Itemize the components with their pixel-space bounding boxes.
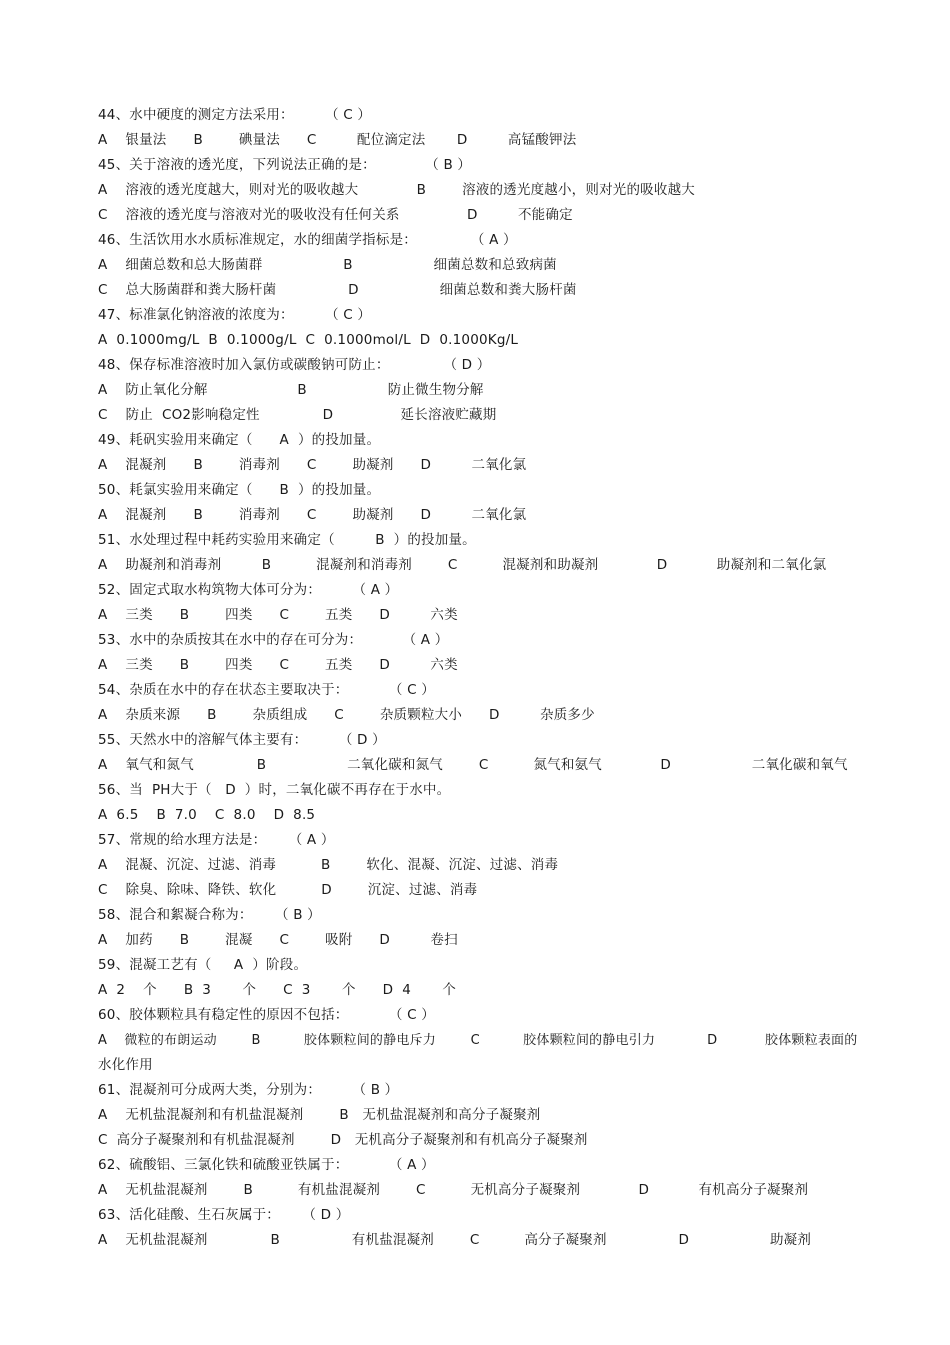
text-line: 44、水中硬度的测定方法采用： （ C ） xyxy=(98,107,372,123)
text-line: A 三类 B 四类 C 五类 D 六类 xyxy=(98,657,458,673)
text-line: A 助凝剂和消毒剂 B 混凝剂和消毒剂 C 混凝剂和助凝剂 D 助凝剂和二氧化氯 xyxy=(98,557,827,573)
text-line: 52、固定式取水构筑物大体可分为： （ A ） xyxy=(98,582,399,598)
text-line: 46、生活饮用水水质标准规定，水的细菌学指标是： （ A ） xyxy=(98,232,517,248)
text-line: 48、保存标准溶液时加入氯仿或碳酸钠可防止： （ D ） xyxy=(98,357,491,373)
text-line: 45、关于溶液的透光度，下列说法正确的是： （ B ） xyxy=(98,157,472,173)
text-line: 58、混合和絮凝合称为： （ B ） xyxy=(98,907,321,923)
text-line: A 6.5 B 7.0 C 8.0 D 8.5 xyxy=(98,807,316,823)
text-line: A 无机盐混凝剂 B 有机盐混凝剂 C 无机高分子凝聚剂 D 有机高分子凝聚剂 xyxy=(98,1182,809,1198)
text-line: A 2 个 B 3 个 C 3 个 D 4 个 xyxy=(98,982,457,998)
text-line: A 混凝剂 B 消毒剂 C 助凝剂 D 二氧化氯 xyxy=(98,457,527,473)
text-line: 61、混凝剂可分成两大类，分别为： （ B ） xyxy=(98,1082,399,1098)
text-line: A 无机盐混凝剂 B 有机盐混凝剂 C 高分子凝聚剂 D 助凝剂 xyxy=(98,1232,812,1248)
text-line: A 0.1000mg/L B 0.1000g/L C 0.1000mol/L D 0.1000Kg/L xyxy=(98,332,519,348)
text-line: A 氧气和氮气 B 二氧化碳和氮气 C 氮气和氨气 D 二氧化碳和氧气 xyxy=(98,757,848,773)
question-list xyxy=(98,103,858,1253)
text-line: A 三类 B 四类 C 五类 D 六类 xyxy=(98,607,458,623)
text-line: 水化作用 xyxy=(98,1057,153,1073)
text-line: 49、耗矾实验用来确定（ A ）的投加量。 xyxy=(98,432,381,448)
text-line: 59、混凝工艺有（ A ）阶段。 xyxy=(98,957,308,973)
text-line: 62、硫酸铝、三氯化铁和硫酸亚铁属于： （ A ） xyxy=(98,1157,435,1173)
text-line: 57、常规的给水理方法是： （ A ） xyxy=(98,832,335,848)
text-line: C 除臭、除味、降铁、软化 D 沉淀、过滤、消毒 xyxy=(98,882,478,898)
text-line: A 无机盐混凝剂和有机盐混凝剂 B 无机盐混凝剂和高分子凝聚剂 xyxy=(98,1107,541,1123)
text-line: A 加药 B 混凝 C 吸附 D 卷扫 xyxy=(98,932,458,948)
text-line: A 防止氧化分解 B 防止微生物分解 xyxy=(98,382,484,398)
text-line: A 杂质来源 B 杂质组成 C 杂质颗粒大小 D 杂质多少 xyxy=(98,707,595,723)
text-line: C 高分子凝聚剂和有机盐混凝剂 D 无机高分子凝聚剂和有机高分子凝聚剂 xyxy=(98,1132,588,1148)
text-line: 56、当 PH大于（ D ）时，二氧化碳不再存在于水中。 xyxy=(98,782,451,798)
text-line: 60、胶体颗粒具有稳定性的原因不包括： （ C ） xyxy=(98,1007,435,1023)
text-line: 50、耗氯实验用来确定（ B ）的投加量。 xyxy=(98,482,381,498)
text-line: 63、活化硅酸、生石灰属于： （ D ） xyxy=(98,1207,350,1223)
text-line: A 混凝剂 B 消毒剂 C 助凝剂 D 二氧化氯 xyxy=(98,507,527,523)
text-line: 54、杂质在水中的存在状态主要取决于： （ C ） xyxy=(98,682,435,698)
text-line: A 细菌总数和总大肠菌群 B 细菌总数和总致病菌 xyxy=(98,257,557,273)
text-line: C 总大肠菌群和粪大肠杆菌 D 细菌总数和粪大肠杆菌 xyxy=(98,282,577,298)
text-line: 53、水中的杂质按其在水中的存在可分为： （ A ） xyxy=(98,632,449,648)
text-line: 47、标准氯化钠溶液的浓度为： （ C ） xyxy=(98,307,372,323)
text-line: A 溶液的透光度越大，则对光的吸收越大 B 溶液的透光度越小，则对光的吸收越大 xyxy=(98,182,695,198)
text-line: C 溶液的透光度与溶液对光的吸收没有任何关系 D 不能确定 xyxy=(98,207,573,223)
text-line: C 防止 CO2影响稳定性 D 延长溶液贮藏期 xyxy=(98,407,497,423)
text-line: 55、天然水中的溶解气体主要有： （ D ） xyxy=(98,732,386,748)
text-line: A 微粒的布朗运动 B 胶体颗粒间的静电斥力 C 胶体颗粒间的静电引力 D 胶体颗粒表面的 xyxy=(98,1033,858,1048)
text-line: A 银量法 B 碘量法 C 配位滴定法 D 高锰酸钾法 xyxy=(98,132,577,148)
text-line: 51、水处理过程中耗药实验用来确定（ B ）的投加量。 xyxy=(98,532,476,548)
text-line: A 混凝、沉淀、过滤、消毒 B 软化、混凝、沉淀、过滤、消毒 xyxy=(98,857,559,873)
